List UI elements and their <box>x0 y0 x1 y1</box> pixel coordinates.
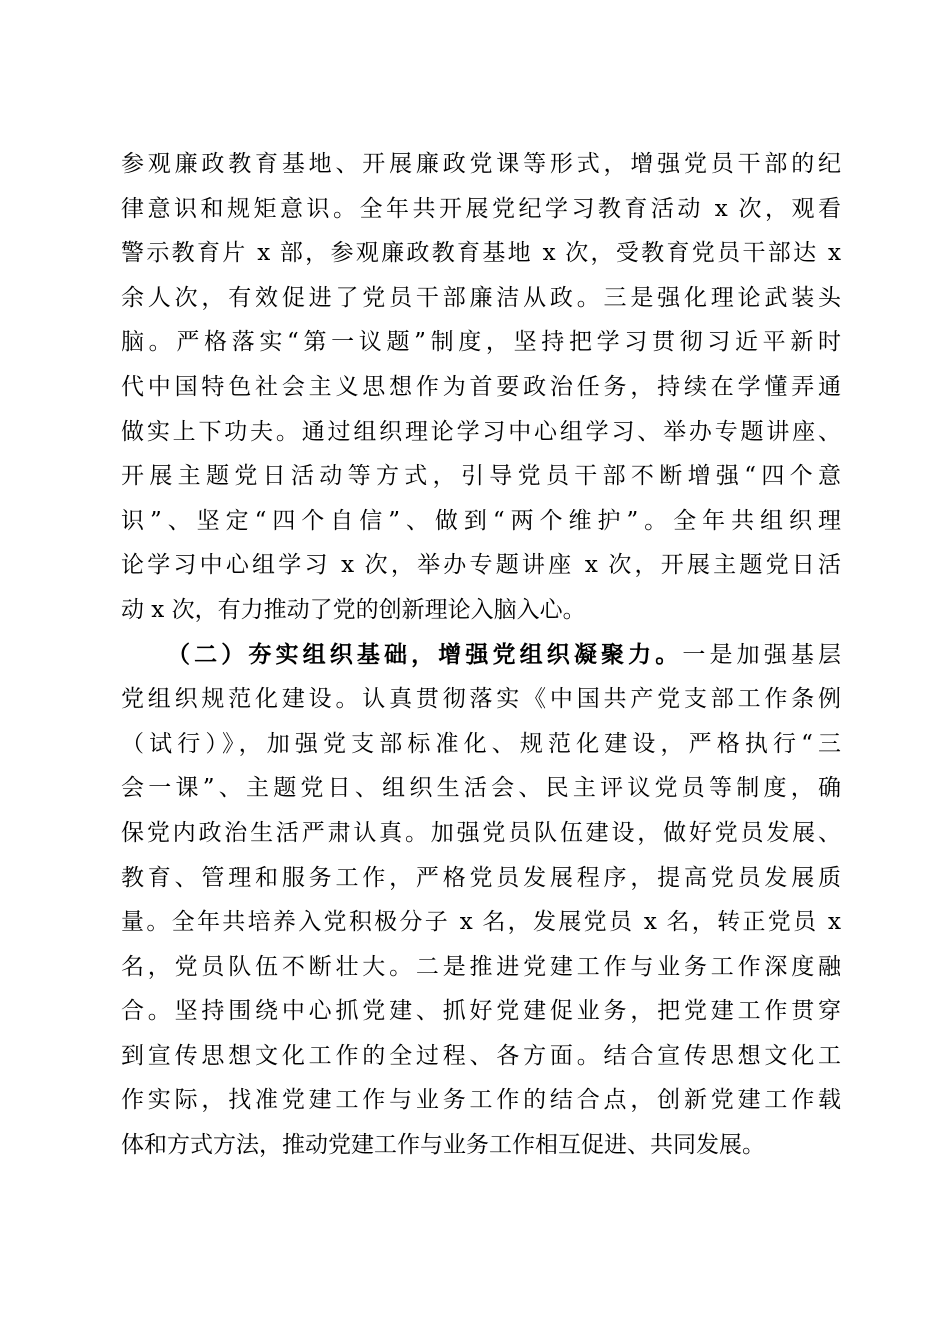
text-line: 教育、管理和服务工作，严格党员发展程序，提高党员发展质 <box>121 864 841 891</box>
text-line: 脑。严格落实“第一议题”制度，坚持把学习贯彻习近平新时 <box>121 329 841 356</box>
text-line: 做实上下功夫。通过组织理论学习中心组学习、举办专题讲座、 <box>121 418 841 445</box>
text-line: 党组织规范化建设。认真贯彻落实《中国共产党支部工作条例 <box>121 686 841 713</box>
text-line: 代中国特色社会主义思想作为首要政治任务，持续在学懂弄通 <box>121 373 841 400</box>
text-line: 到宣传思想文化工作的全过程、各方面。结合宣传思想文化工 <box>121 1042 841 1069</box>
paragraph-organization-foundation <box>121 633 841 1168</box>
document-body <box>121 142 841 1168</box>
paragraph-theory-study <box>121 142 841 633</box>
text-line: 合。坚持围绕中心抓党建、抓好党建促业务，把党建工作贯穿 <box>121 998 841 1025</box>
section-heading-line <box>121 633 841 678</box>
text-line: 识”、坚定“四个自信”、做到“两个维护”。全年共组织理 <box>121 507 841 534</box>
text-line: 参观廉政教育基地、开展廉政党课等形式，增强党员干部的纪 <box>121 151 841 177</box>
text-line: 论学习中心组学习 x 次，举办专题讲座 x 次，开展主题党日活 <box>121 552 841 579</box>
text-line: 动 x 次，有力推动了党的创新理论入脑入心。 <box>121 596 586 623</box>
text-line: 名，党员队伍不断壮大。二是推进党建工作与业务工作深度融 <box>121 953 841 980</box>
text-line: 律意识和规矩意识。全年共开展党纪学习教育活动 x 次，观看 <box>121 195 841 222</box>
text-line: 警示教育片 x 部，参观廉政教育基地 x 次，受教育党员干部达 x <box>121 240 841 267</box>
text-line: 作实际，找准党建工作与业务工作的结合点，创新党建工作载 <box>121 1087 841 1114</box>
text-line: 保党内政治生活严肃认真。加强党员队伍建设，做好党员发展、 <box>121 819 841 846</box>
text-line: （试行）》，加强党支部标准化、规范化建设，严格执行“三 <box>121 730 841 757</box>
section-heading: （二）夯实组织基础，增强党组织凝聚力。 <box>167 640 683 668</box>
text-line: 量。全年共培养入党积极分子 x 名，发展党员 x 名，转正党员 x <box>121 909 841 936</box>
text-line: 会一课”、主题党日、组织生活会、民主评议党员等制度，确 <box>121 775 841 802</box>
text-line: 余人次，有效促进了党员干部廉洁从政。三是强化理论武装头 <box>121 284 841 311</box>
text-line: 开展主题党日活动等方式，引导党员干部不断增强“四个意 <box>121 463 841 490</box>
section-heading-continuation: 一是加强基层 <box>682 641 841 668</box>
text-line: 体和方式方法，推动党建工作与业务工作相互促进、共同发展。 <box>121 1132 765 1159</box>
